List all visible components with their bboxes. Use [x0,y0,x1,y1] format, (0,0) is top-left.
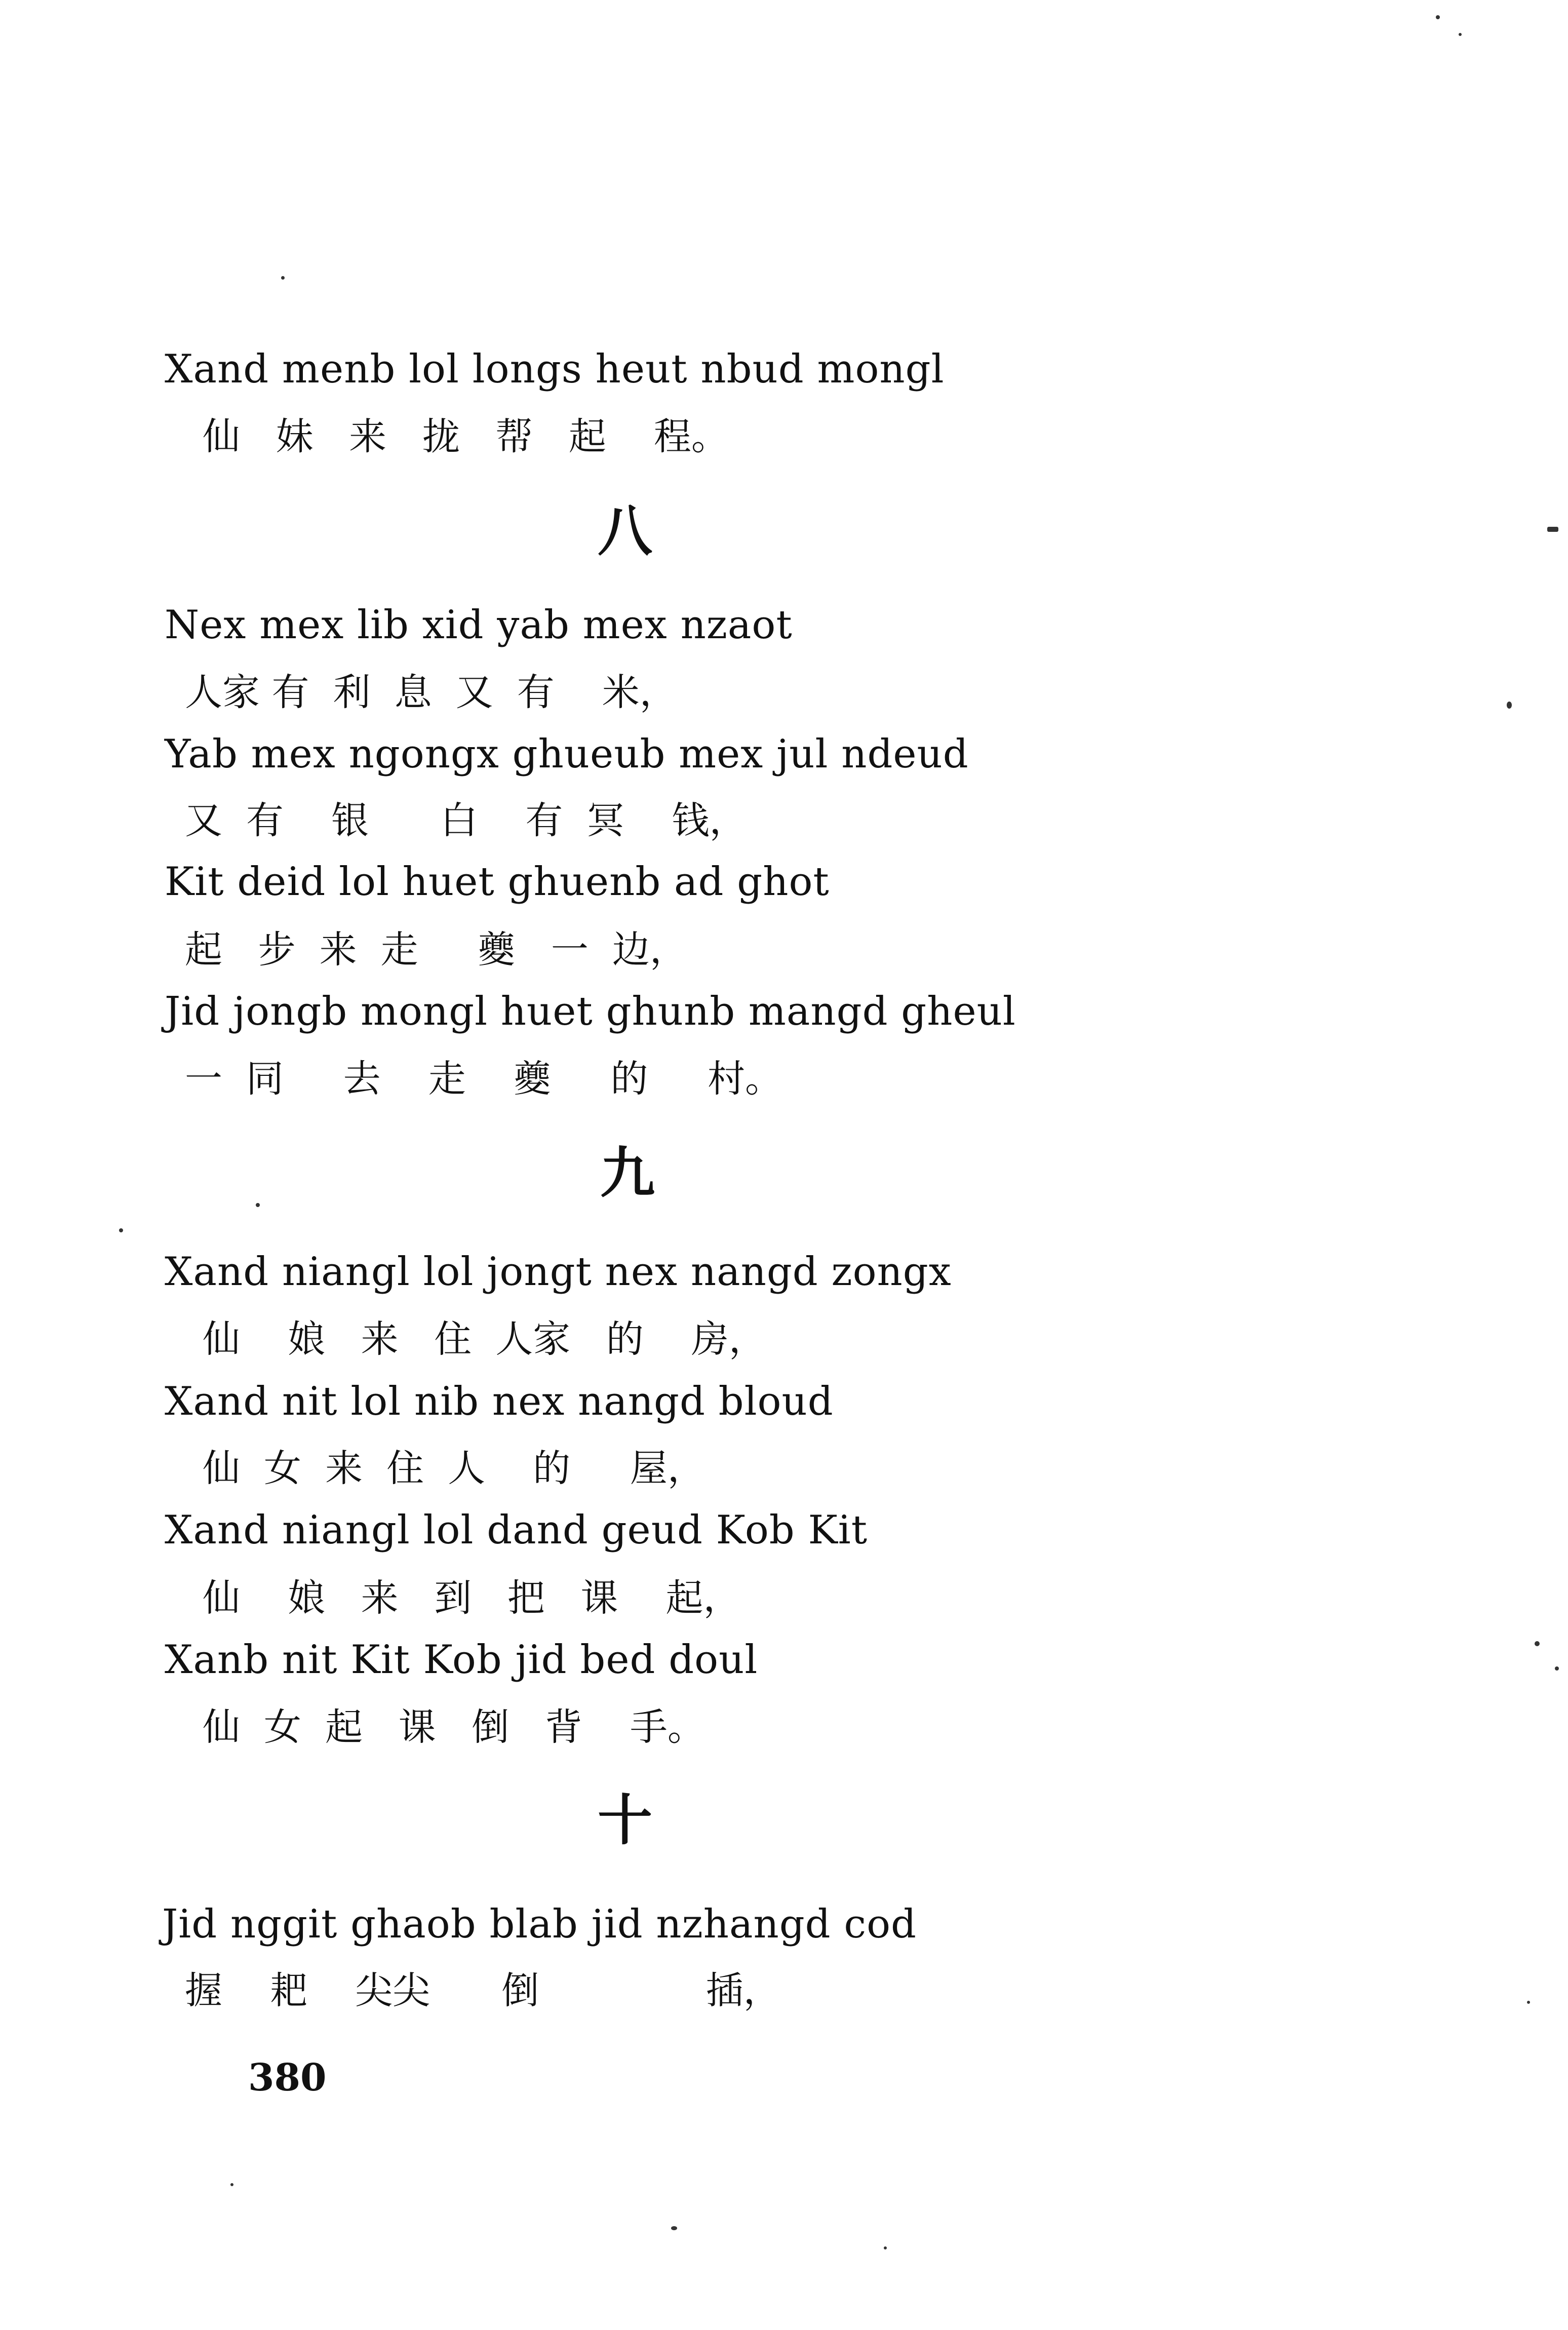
chinese-line: 仙 妹 来 拢 帮 起 程。 [203,415,729,458]
scan-speck [1507,702,1512,709]
scan-speck [884,2246,887,2249]
chinese-line: 人家 有 利 息 又 有 米， [185,671,677,714]
miao-line: Nex mex lib xid yab mex nzaot [165,602,793,648]
chinese-line: 仙 娘 来 住 人家 的 房， [203,1317,766,1361]
scan-speck [1436,15,1440,19]
miao-line: Kit deid lol huet ghuenb ad ghot [165,859,830,905]
chinese-line: 仙 女 来 住 人 的 屋， [203,1447,705,1490]
miao-line: Xanb nit Kit Kob jid bed doul [165,1637,758,1683]
chinese-line: 起 步 来 走 夔 一 边， [185,928,687,972]
section-heading: 九 [600,1141,655,1205]
scan-speck [1555,1666,1559,1671]
miao-line: Jid jongb mongl huet ghunb mangd gheul [165,989,1016,1034]
scan-speck [1547,527,1558,532]
miao-line: Xand nit lol nib nex nangd bloud [165,1379,834,1424]
scan-speck [256,1203,260,1207]
miao-line: Xand niangl lol jongt nex nangd zongx [165,1249,952,1295]
section-heading: 十 [598,1789,653,1852]
scan-speck [671,2226,677,2230]
chinese-line: 仙 女 起 课 倒 背 手。 [203,1705,705,1749]
chinese-line: 又 有 银 白 有 冥 钱， [185,799,747,842]
scan-speck [119,1228,123,1232]
scan-speck [281,276,285,280]
scan-speck [1535,1641,1540,1646]
scan-speck [1527,2001,1530,2004]
page-number: 380 [248,2056,327,2100]
scan-speck [1459,33,1462,36]
chinese-line: 握 耙 尖尖 倒 插， [185,1969,781,2012]
chinese-line: 仙 娘 来 到 把 课 起， [203,1576,741,1620]
scan-speck [230,2183,233,2186]
chinese-line: 一 同 去 走 夔 的 村。 [185,1057,783,1101]
section-heading: 八 [598,499,653,563]
miao-line: Jid nggit ghaob blab jid nzhangd cod [162,1901,917,1947]
miao-line: Xand menb lol longs heut nbud mongl [165,346,945,392]
miao-line: Xand niangl lol dand geud Kob Kit [165,1507,868,1553]
miao-line: Yab mex ngongx ghueub mex jul ndeud [165,731,969,777]
